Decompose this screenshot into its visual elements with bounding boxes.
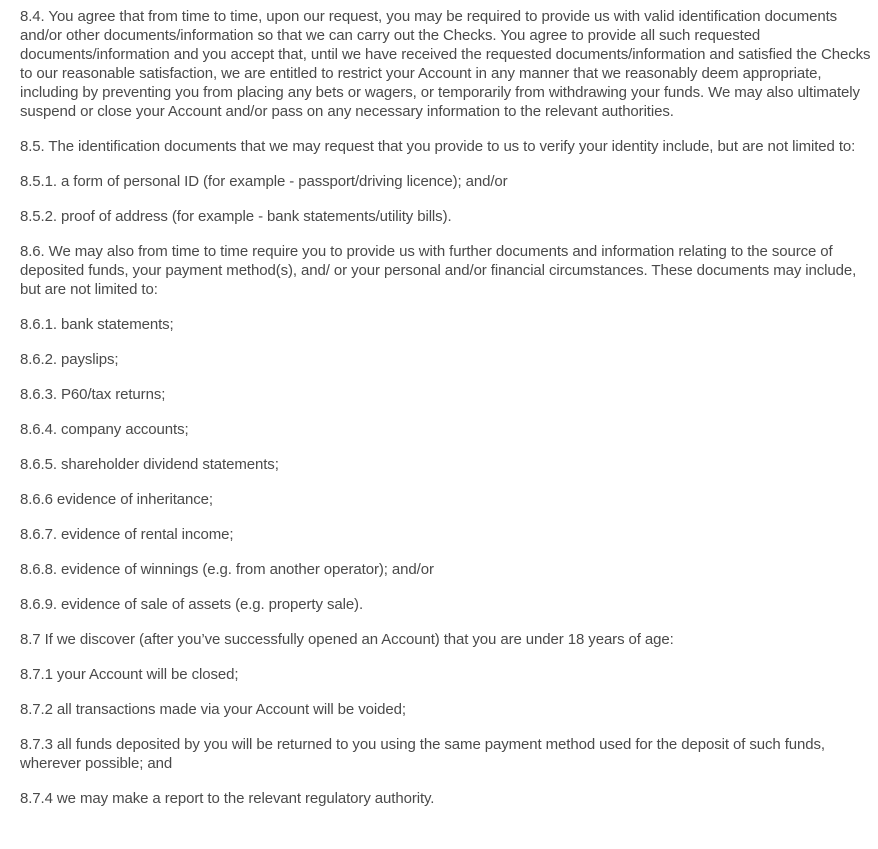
clause-8-6-7: 8.6.7. evidence of rental income;: [20, 526, 234, 543]
clause-8-6-1: 8.6.1. bank statements;: [20, 316, 174, 333]
clause-8-5-1: 8.5.1. a form of personal ID (for example - passport/driving licence); and/or: [20, 173, 508, 190]
clause-8-6-9: 8.6.9. evidence of sale of assets (e.g. property sale).: [20, 596, 364, 613]
clause-8-5-2: 8.5.2. proof of address (for example - bank statements/utility bills).: [20, 208, 452, 225]
clause-8-6-6: 8.6.6 evidence of inheritance;: [20, 491, 213, 508]
clause-8-6-3: 8.6.3. P60/tax returns;: [20, 386, 166, 403]
clause-8-7-4: 8.7.4 we may make a report to the relevant regulatory authority.: [20, 790, 435, 807]
clause-8-7-1: 8.7.1 your Account will be closed;: [20, 666, 239, 683]
clause-8-7-3: 8.7.3 all funds deposited by you will be returned to you using the same payment method used for the deposit of such funds, wherever possible; and: [20, 736, 825, 772]
clause-8-6-8: 8.6.8. evidence of winnings (e.g. from another operator); and/or: [20, 561, 434, 578]
clause-8-7: 8.7 If we discover (after you’ve successfully opened an Account) that you are under 18 years of age:: [20, 631, 674, 648]
clause-8-6: 8.6. We may also from time to time require you to provide us with further documents and information relating to the source of deposited funds, your payment method(s), and/ or your personal and/or financial circumstances. These documents may include, but are not limited to:: [20, 243, 857, 298]
clause-8-7-2: 8.7.2 all transactions made via your Account will be voided;: [20, 701, 406, 718]
clause-8-6-5: 8.6.5. shareholder dividend statements;: [20, 456, 279, 473]
clause-8-5: 8.5. The identification documents that we may request that you provide to us to verify your identity include, but are not limited to:: [20, 138, 856, 155]
clause-8-4: 8.4. You agree that from time to time, upon our request, you may be required to provide us with valid identification documents and/or other documents/information so that we can carry out the Checks. You agree to provide all such requested documents/information and you accept that, until we have received the requested documents/information and satisfied the Checks to our reasonable satisfaction, we are entitled to restrict your Account in any manner that we reasonably deem appropriate, including by preventing you from placing any bets or wagers, or temporarily from withdrawing your funds. We may also ultimately suspend or close your Account and/or pass on any necessary information to the relevant authorities.: [20, 8, 871, 120]
terms-document: [20, 7, 872, 824]
clause-8-6-4: 8.6.4. company accounts;: [20, 421, 189, 438]
clause-8-6-2: 8.6.2. payslips;: [20, 351, 119, 368]
